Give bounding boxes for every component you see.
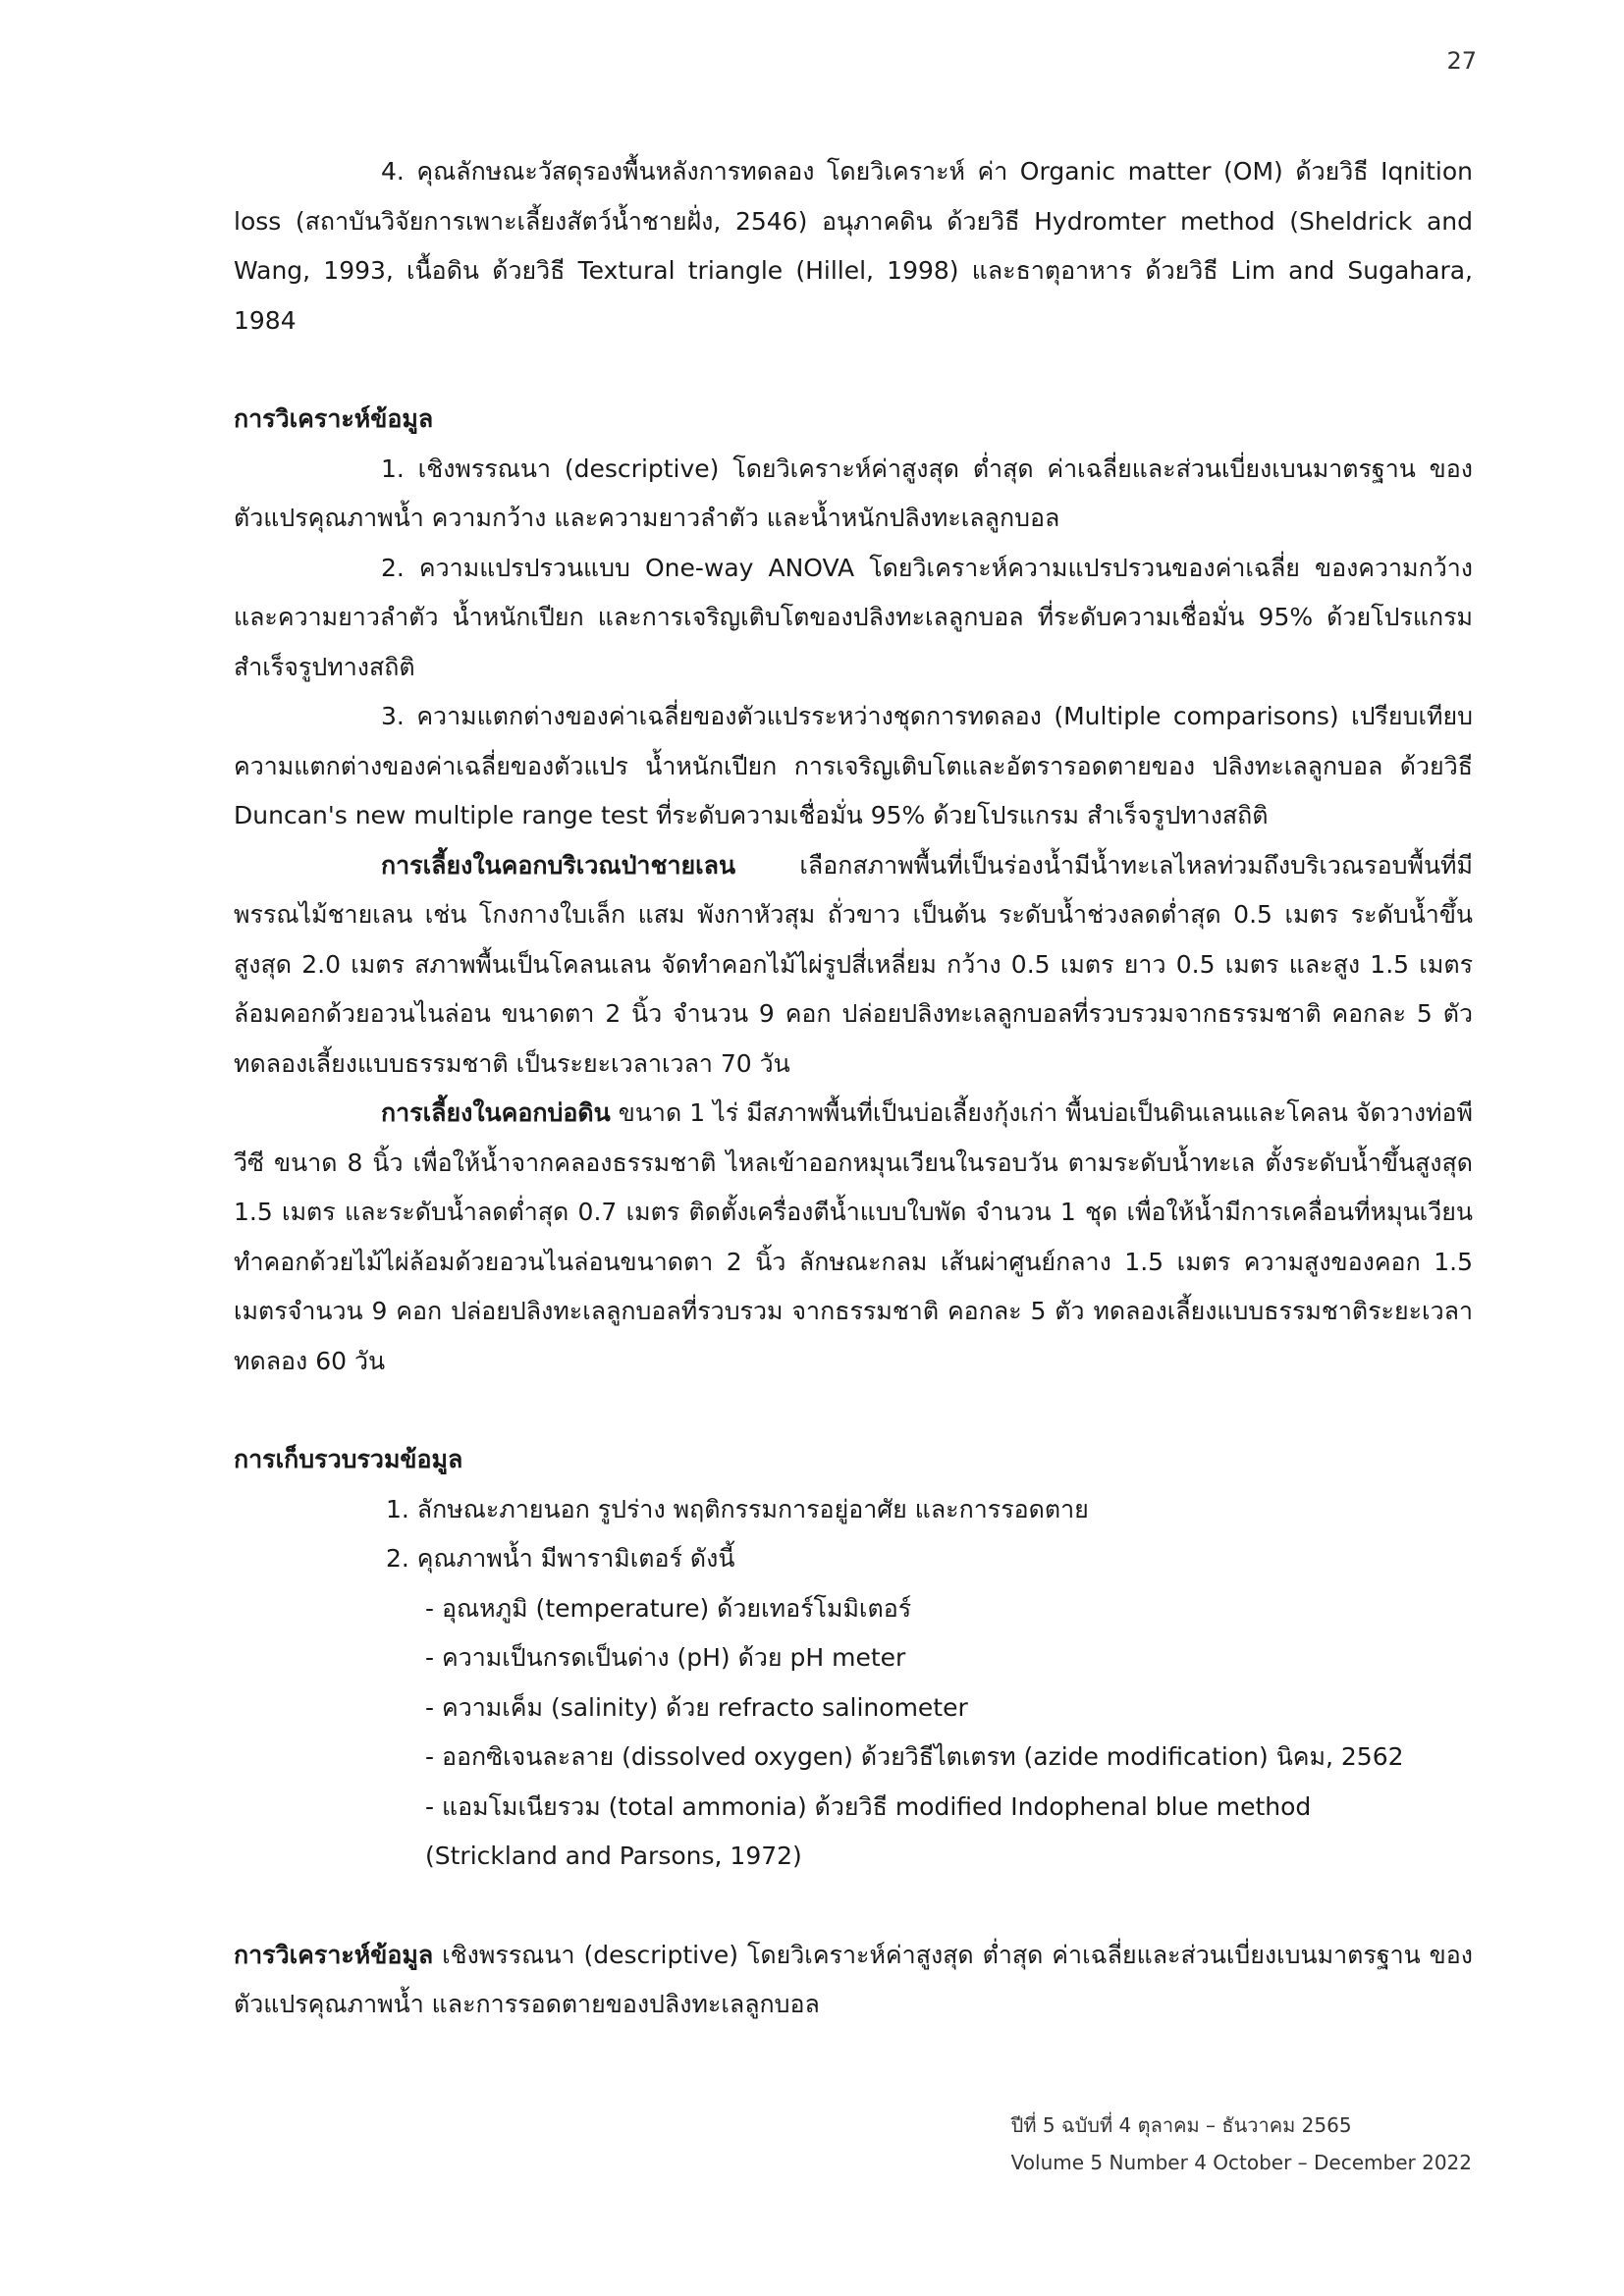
parameter-ammonia-reference: (Strickland and Parsons, 1972) [425,1842,802,1870]
page-number: 27 [1446,47,1477,75]
parameter-temperature: - อุณหภูมิ (temperature) ด้วยเทอร์โมมิเตอร์ [425,1593,912,1623]
parameter-salinity: - ความเค็ม (salinity) ด้วย refracto salinometer [425,1692,968,1722]
analysis-item-2: 2. ความแปรปรวนแบบ One-way ANOVA โดยวิเคราะห์ความแปรปรวนของค่าเฉลี่ย ของความกว้างและความยาวลำตัว น้ำหนักเปียก และการเจริญเติบโตของปลิงทะเลลูกบอล ที่ระดับความเชื่อมั่น 95% ด้วยโปรแกรมสำเร็จรูปทางสถิติ [234,553,1473,681]
final-analysis-paragraph [234,1931,1473,2030]
collection-heading: การเก็บรวบรวมข้อมูล [234,1445,463,1473]
mangrove-culture-label: การเลี้ยงในคอกบริเวณป่าชายเลน [381,850,736,880]
final-analysis-text: เชิงพรรณนา (descriptive) โดยวิเคราะห์ค่าสูงสุด ต่ำสุด ค่าเฉลี่ยและส่วนเบี่ยงเบนมาตรฐาน ของตัวแปรคุณภาพน้ำ และการรอดตายของปลิงทะเลลูกบอล [234,1940,1473,2018]
section-gap [234,346,1473,395]
section-gap [234,1386,1473,1435]
parameter-ph: - ความเป็นกรดเป็นด่าง (pH) ด้วย pH meter [425,1643,906,1672]
pond-culture-label: การเลี้ยงในคอกบ่อดิน [381,1098,611,1127]
page-footer [1011,2107,1472,2181]
collection-item-2: 2. คุณภาพน้ำ มีพารามิเตอร์ ดังนี้ [386,1544,735,1573]
main-content [234,147,1473,2030]
pond-culture-text: ขนาด 1 ไร่ มีสภาพพื้นที่เป็นบ่อเลี้ยงกุ้งเก่า พื้นบ่อเป็นดินเลนและโคลน จัดวางท่อพีวีซี ขนาด 8 นิ้ว เพื่อให้น้ำจากคลองธรรมชาติ ไหลเข้าออกหมุนเวียนในรอบวัน ตามระดับน้ำทะเล ตั้งระดับน้ำขึ้นสูงสุด 1.5 เมตร และระดับน้ำลดต่ำสุด 0.7 เมตร ติดตั้งเครื่องตีน้ำแบบใบพัด จำนวน 1 ชุด เพื่อให้น้ำมีการเคลื่อนที่หมุนเวียน ทำคอกด้วยไม้ไผ่ล้อมด้วยอวนไนล่อนขนาดตา 2 นิ้ว ลักษณะกลม เส้นผ่าศูนย์กลาง 1.5 เมตร ความสูงของคอก 1.5 เมตรจำนวน 9 คอก ปล่อยปลิงทะเลลูกบอลที่รวบรวม จากธรรมชาติ คอกละ 5 ตัว ทดลองเลี้ยงแบบธรรมชาติระยะเวลาทดลอง 60 วัน [234,1098,1473,1375]
collection-item-1: 1. ลักษณะภายนอก รูปร่าง พฤติกรรมการอยู่อาศัย และการรอดตาย [386,1494,1089,1523]
final-analysis-label: การวิเคราะห์ข้อมูล [234,1940,434,1969]
analysis-item-3: 3. ความแตกต่างของค่าเฉลี่ยของตัวแปรระหว่างชุดการทดลอง (Multiple comparisons) เปรียบเทียบความแตกต่างของค่าเฉลี่ยของตัวแปร น้ำหนักเปียก การเจริญเติบโตและอัตรารอดตายของ ปลิงทะเลลูกบอล ด้วยวิธี Duncan's new multiple range test ที่ระดับความเชื่อมั่น 95% ด้วยโปรแกรม สำเร็จรูปทางสถิติ [234,702,1473,829]
parameter-dissolved-oxygen: - ออกซิเจนละลาย (dissolved oxygen) ด้วยวิธีไตเตรท (azide modification) นิคม, 2562 [425,1742,1404,1771]
mangrove-culture-text: เลือกสภาพพื้นที่เป็นร่องน้ำมีน้ำทะเลไหลท่วมถึงบริเวณรอบพื้นที่มีพรรณไม้ชายเลน เช่น โกงกางใบเล็ก แสม พังกาหัวสุม ถั่วขาว เป็นต้น ระดับน้ำช่วงลดต่ำสุด 0.5 เมตร ระดับน้ำขึ้นสูงสุด 2.0 เมตร สภาพพื้นเป็นโคลนเลน จัดทำคอกไม้ไผ่รูปสี่เหลี่ยม กว้าง 0.5 เมตร ยาว 0.5 เมตร และสูง 1.5 เมตร ล้อมคอกด้วยอวนไนล่อน ขนาดตา 2 นิ้ว จำนวน 9 คอก ปล่อยปลิงทะเลลูกบอลที่รวบรวมจากธรรมชาติ คอกละ 5 ตัว ทดลองเลี้ยงแบบธรรมชาติ เป็นระยะเวลาเวลา 70 วัน [234,850,1473,1078]
footer-english-issue: Volume 5 Number 4 October – December 2022 [1010,2151,1472,2174]
parameter-total-ammonia: - แอมโมเนียรวม (total ammonia) ด้วยวิธี modified Indophenal blue method [425,1791,1312,1821]
footer-thai-issue: ปีที่ 5 ฉบับที่ 4 ตุลาคม – ธันวาคม 2565 [1010,2113,1352,2137]
analysis-heading: การวิเคราะห์ข้อมูล [234,404,434,433]
mangrove-culture-paragraph [234,841,1473,1090]
analysis-item-1: 1. เชิงพรรณนา (descriptive) โดยวิเคราะห์ค่าสูงสุด ต่ำสุด ค่าเฉลี่ยและส่วนเบี่ยงเบนมาตรฐาน ของตัวแปรคุณภาพน้ำ ความกว้าง และความยาวลำตัว และน้ำหนักปลิงทะเลลูกบอล [234,454,1473,532]
pond-culture-paragraph [234,1089,1473,1386]
method-item-4-paragraph: 4. คุณลักษณะวัสดุรองพื้นหลังการทดลอง โดยวิเคราะห์ ค่า Organic matter (OM) ด้วยวิธี Iqnition loss (สถาบันวิจัยการเพาะเลี้ยงสัตว์น้ำชายฝั่ง, 2546) อนุภาคดิน ด้วยวิธี Hydromter method (Sheldrick and Wang, 1993, เนื้อดิน ด้วยวิธี Textural triangle (Hillel, 1998) และธาตุอาหาร ด้วยวิธี Lim and Sugahara, 1984 [234,157,1473,335]
section-gap [234,1882,1473,1931]
